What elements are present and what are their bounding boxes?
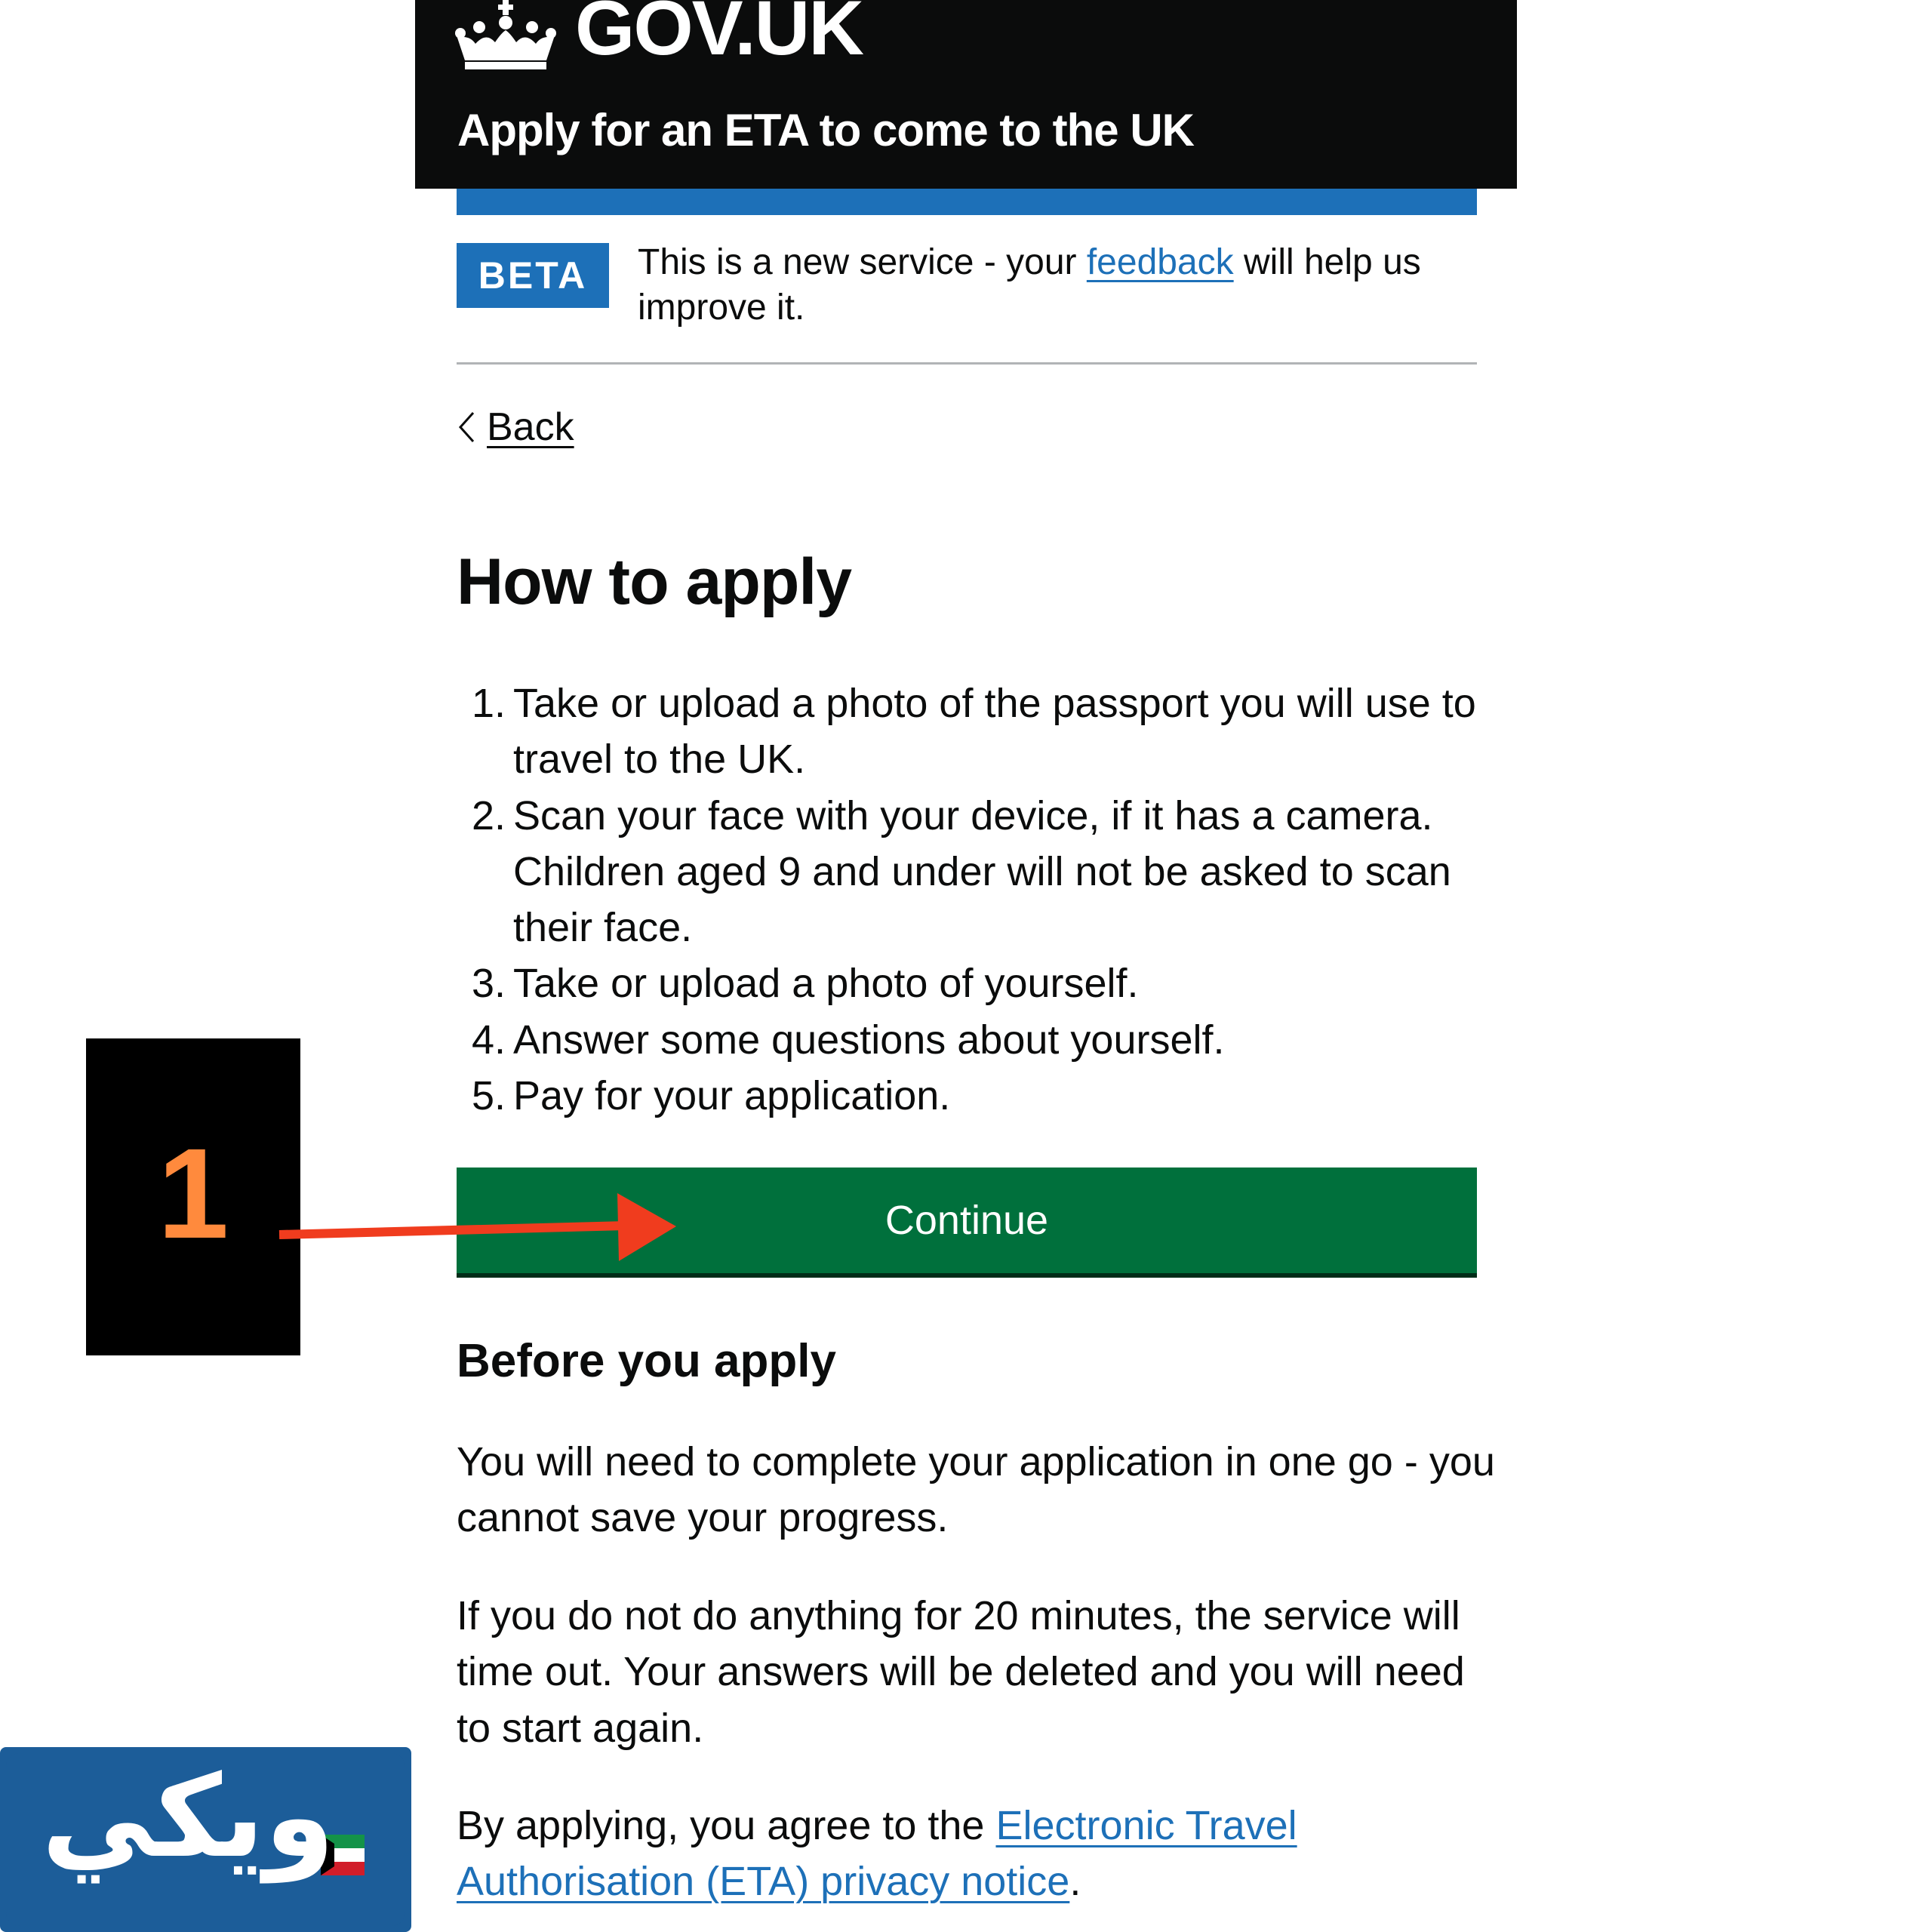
phase-banner-text [638, 240, 1483, 331]
steps-list [457, 675, 1491, 1124]
service-name[interactable]: Apply for an ETA to come to the UK [457, 105, 1195, 155]
paragraph-privacy [457, 1798, 1506, 1910]
step-number: 5. [471, 1073, 506, 1119]
step-text: Take or upload a photo of the passport you will use to travel to the UK. [513, 681, 1476, 783]
privacy-text-after: . [1069, 1859, 1081, 1905]
step-number: 2. [471, 792, 506, 838]
continue-button[interactable]: Continue [457, 1168, 1477, 1278]
list-item [457, 1068, 1491, 1124]
step-number: 3. [471, 961, 506, 1007]
feedback-link[interactable]: feedback [1086, 242, 1234, 282]
phase-banner-text-after: will help us improve it. [638, 242, 1421, 328]
phase-banner-text-before: This is a new service - your [638, 242, 1087, 282]
step-text: Answer some questions about yourself. [513, 1017, 1225, 1063]
list-item [457, 955, 1491, 1011]
watermark-logo [0, 1747, 411, 1932]
step-number: 4. [471, 1017, 506, 1063]
crown-icon [453, 0, 558, 69]
privacy-notice-link[interactable]: Electronic Travel Authorisation (ETA) privacy notice [457, 1803, 1297, 1905]
step-text: Pay for your application. [513, 1073, 951, 1119]
site-header [415, 0, 1517, 189]
back-link[interactable] [457, 405, 574, 450]
privacy-text-before: By applying, you agree to the [457, 1803, 996, 1848]
header-blue-bar [457, 189, 1477, 215]
paragraph-timeout: If you do not do anything for 20 minutes, the service will time out. Your answers will be deleted and you will need to start again. [457, 1593, 1465, 1751]
watermark-text: ويكي [42, 1752, 335, 1883]
paragraph-one-go: You will need to complete your application in one go - you cannot save your progress. [457, 1439, 1495, 1541]
chevron-left-icon [457, 410, 476, 445]
step-text: Take or upload a photo of yourself. [513, 961, 1139, 1007]
phase-banner-divider [457, 362, 1477, 365]
step-number: 1. [471, 681, 506, 726]
page-title: How to apply [457, 546, 852, 618]
step-marker: 1 [86, 1038, 300, 1355]
list-item [457, 1012, 1491, 1068]
beta-tag: BETA [457, 243, 609, 308]
before-you-apply-heading: Before you apply [457, 1335, 836, 1387]
govuk-logo-link[interactable]: GOV.UK [575, 0, 863, 71]
step-text: Scan your face with your device, if it has a camera. Children aged 9 and under will not be asked to scan their face. [513, 792, 1451, 951]
list-item [457, 788, 1491, 956]
list-item [457, 675, 1491, 788]
back-link-label[interactable]: Back [487, 405, 574, 449]
